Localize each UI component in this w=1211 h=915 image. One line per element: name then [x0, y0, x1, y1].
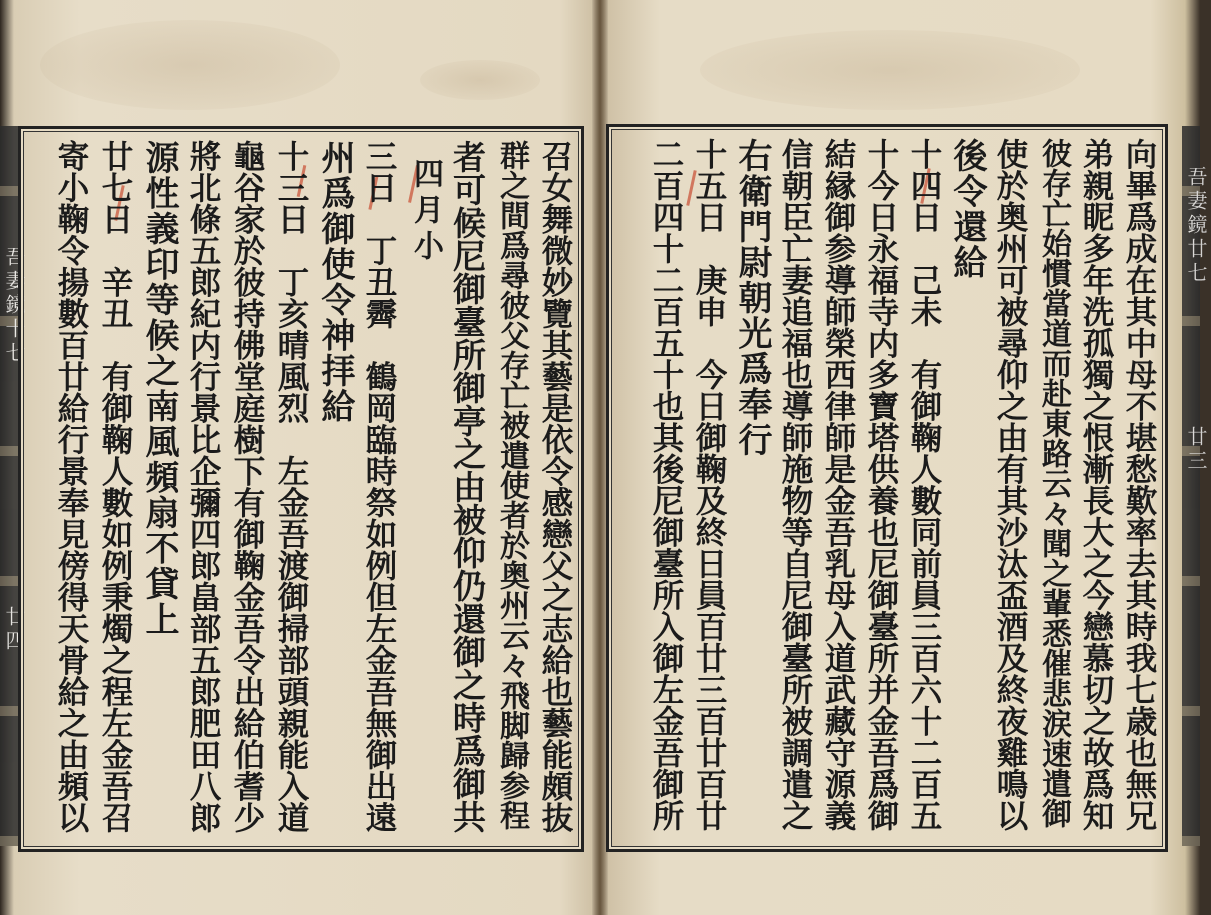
text-column: 二百四十二百五十也其後尼御臺所入御左金吾御所	[648, 138, 685, 831]
text-column: 信朝臣亡妻追福也導師施物等自尼御臺所被調遣之	[777, 138, 814, 831]
text-column: 弟親眤多年洗孤獨之恨漸長大之今戀慕切之故爲知	[1078, 138, 1115, 831]
text-column: 者可候尼御臺所御亭之由被仰仍還御之時爲御共	[448, 140, 487, 833]
text-column: 十四日 己未 有御鞠人數同前員三百六十二百五	[906, 138, 943, 831]
month-heading: 四月小	[408, 158, 443, 266]
left-page	[0, 0, 598, 915]
text-column: 結縁御参導師榮西律師是金吾乳母入道武藏守源義	[820, 138, 857, 831]
text-column: 向畢爲成在其中母不堪愁歎率去其時我七歳也無兄	[1121, 138, 1158, 831]
text-column: 源性義印等候之南風頻扇不貸上	[139, 140, 179, 637]
text-column: 廿七日 辛丑 有御鞠人數如例秉燭之程左金吾召	[97, 140, 134, 833]
text-column: 州爲御使令神拝給	[315, 140, 355, 424]
text-column: 十今日永福寺内多寶塔供養也尼御臺所并金吾爲御	[863, 138, 900, 831]
left-edge-label: 吾妻鏡十七	[2, 246, 26, 366]
text-column: 十五日 庚申 今日御鞠及終日員百廿三百廿百廿	[691, 138, 728, 831]
right-page	[602, 0, 1200, 915]
text-column: 將北條五郎紀内行景比企彌四郎畠部五郎肥田八郎	[185, 140, 222, 833]
text-column: 寄小鞠令揚數百廿給行景奉見傍得天骨給之由頻以	[53, 140, 90, 833]
text-column: 龜谷家於彼持佛堂庭樹下有御鞠金吾令出給伯耆少	[229, 140, 266, 833]
text-column: 彼存亡始慣當道而赴東路云々聞之輩悉催悲涙速遣御	[1036, 138, 1071, 828]
text-column: 後令還給	[947, 138, 987, 280]
text-column: 三日 丁丑霽 鶴岡臨時祭如例但左金吾無御出遠	[361, 140, 398, 833]
right-edge-label: 吾妻鏡廿七	[1184, 166, 1208, 286]
text-column: 十三日 丁亥晴風烈 左金吾渡御掃部頭親能入道	[273, 140, 310, 833]
right-edge-folio: 廿三	[1184, 426, 1208, 474]
text-column: 右衛門尉朝光爲奉行	[732, 138, 772, 458]
left-edge-folio: 廿四	[2, 606, 26, 654]
text-column: 召女舞微妙覽其藝是依令感戀父之志給也藝能頗抜	[537, 140, 574, 833]
text-column: 使於奥州可被尋仰之由有其沙汰盃酒及終夜雞鳴以	[992, 138, 1029, 831]
text-column: 群之間爲尋彼父存亡被遣使者於奥州云々飛脚歸参程	[494, 140, 529, 830]
